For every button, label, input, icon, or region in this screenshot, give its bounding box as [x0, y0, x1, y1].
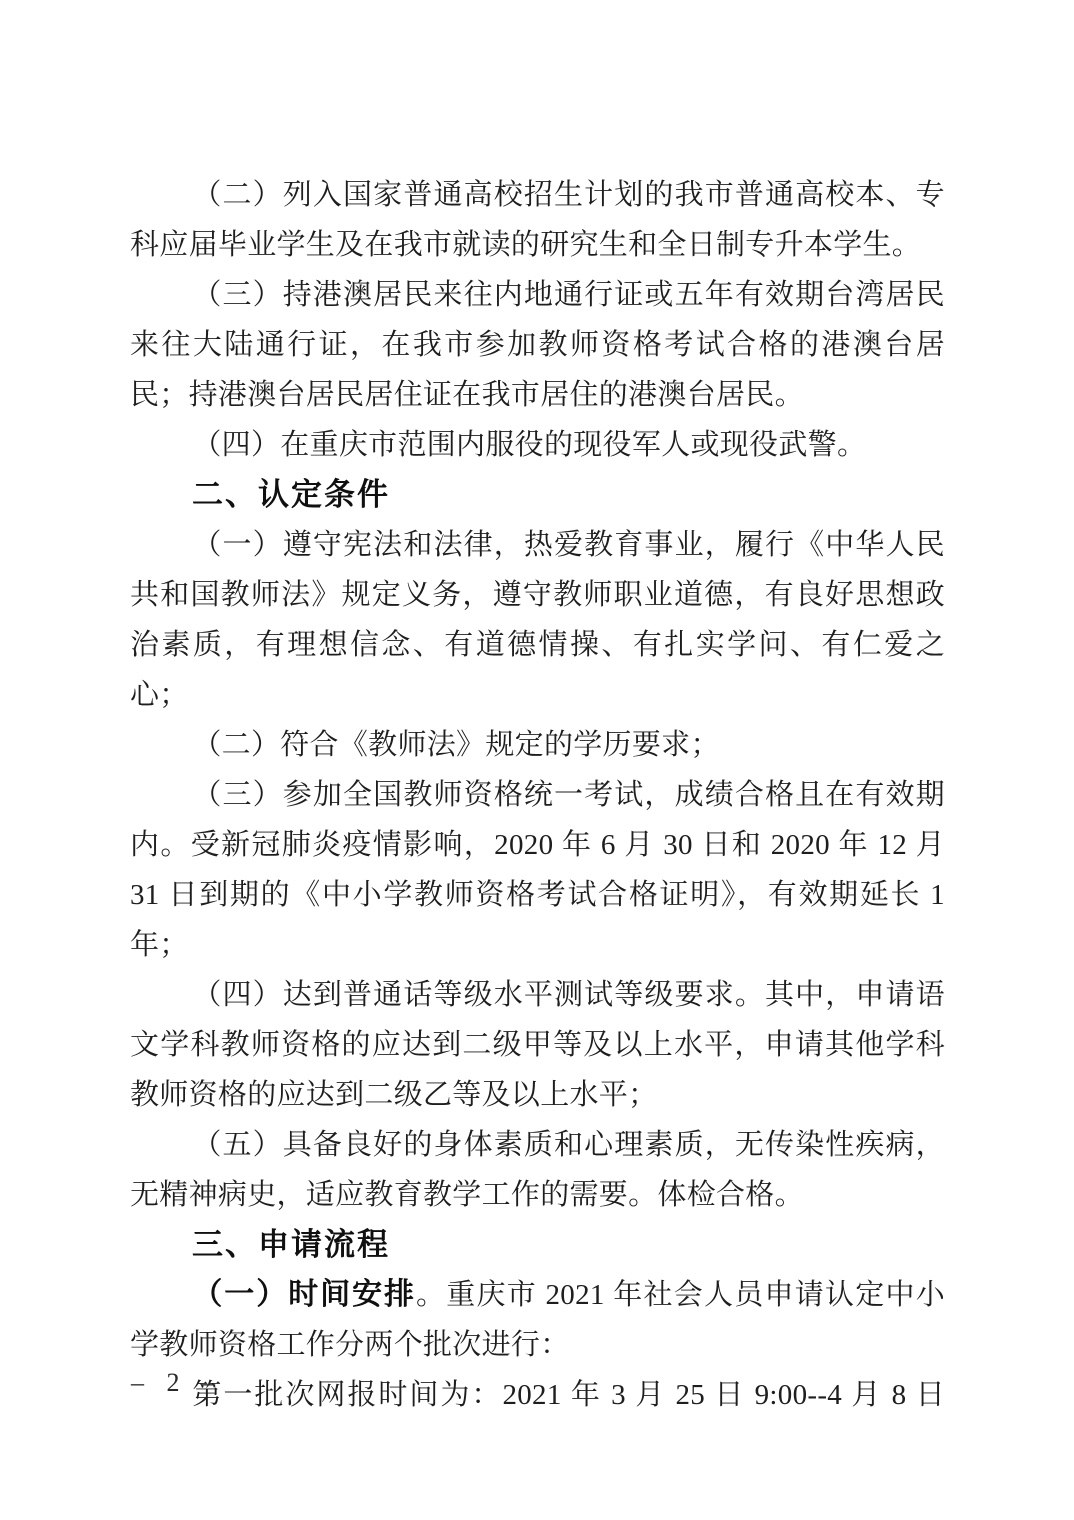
paragraph-text: 。重庆市 2021 年社会人员申请认定中小学教师资格工作分两个批次进行： [130, 1279, 945, 1361]
paragraph: （三）参加全国教师资格统一考试，成绩合格且在有效期内。受新冠肺炎疫情影响，2020 年 6 月 30 日和 2020 年 12 月 31 日到期的《中小学教师资格考试合格证明》，有效期延长 1 年； [130, 779, 945, 961]
page-footer [131, 1368, 223, 1398]
paragraph: 第一批次网报时间为：2021 年 3 月 25 日 9:00--4 月 8 日 [192, 1379, 945, 1411]
paragraph: （二）符合《教师法》规定的学历要求； [192, 729, 720, 761]
section-heading: 二、认定条件 [192, 477, 390, 512]
paragraph [130, 1270, 945, 1370]
paragraph: （五）具备良好的身体素质和心理素质，无传染性疾病，无精神病史，适应教育教学工作的需要。体检合格。 [130, 1129, 945, 1211]
paragraph: （一）遵守宪法和法律，热爱教育事业，履行《中华人民共和国教师法》规定义务，遵守教师职业道德，有良好思想政治素质，有理想信念、有道德情操、有扎实学问、有仁爱之心； [130, 529, 945, 711]
paragraph: （二）列入国家普通高校招生计划的我市普通高校本、专科应届毕业学生及在我市就读的研究生和全日制专升本学生。 [130, 179, 945, 261]
paragraph: （四）达到普通话等级水平测试等级要求。其中，申请语文学科教师资格的应达到二级甲等及以上水平，申请其他学科教师资格的应达到二级乙等及以上水平； [130, 979, 945, 1111]
document-body [130, 170, 945, 1420]
page-number: – 2 – [131, 1368, 223, 1397]
paragraph-lead-bold: （一）时间安排 [192, 1278, 416, 1311]
paragraph: （三）持港澳居民来往内地通行证或五年有效期台湾居民来往大陆通行证，在我市参加教师资格考试合格的港澳台居民；持港澳台居民居住证在我市居住的港澳台居民。 [130, 279, 945, 411]
paragraph: （四）在重庆市范围内服役的现役军人或现役武警。 [192, 429, 867, 461]
section-heading: 三、申请流程 [192, 1227, 390, 1262]
